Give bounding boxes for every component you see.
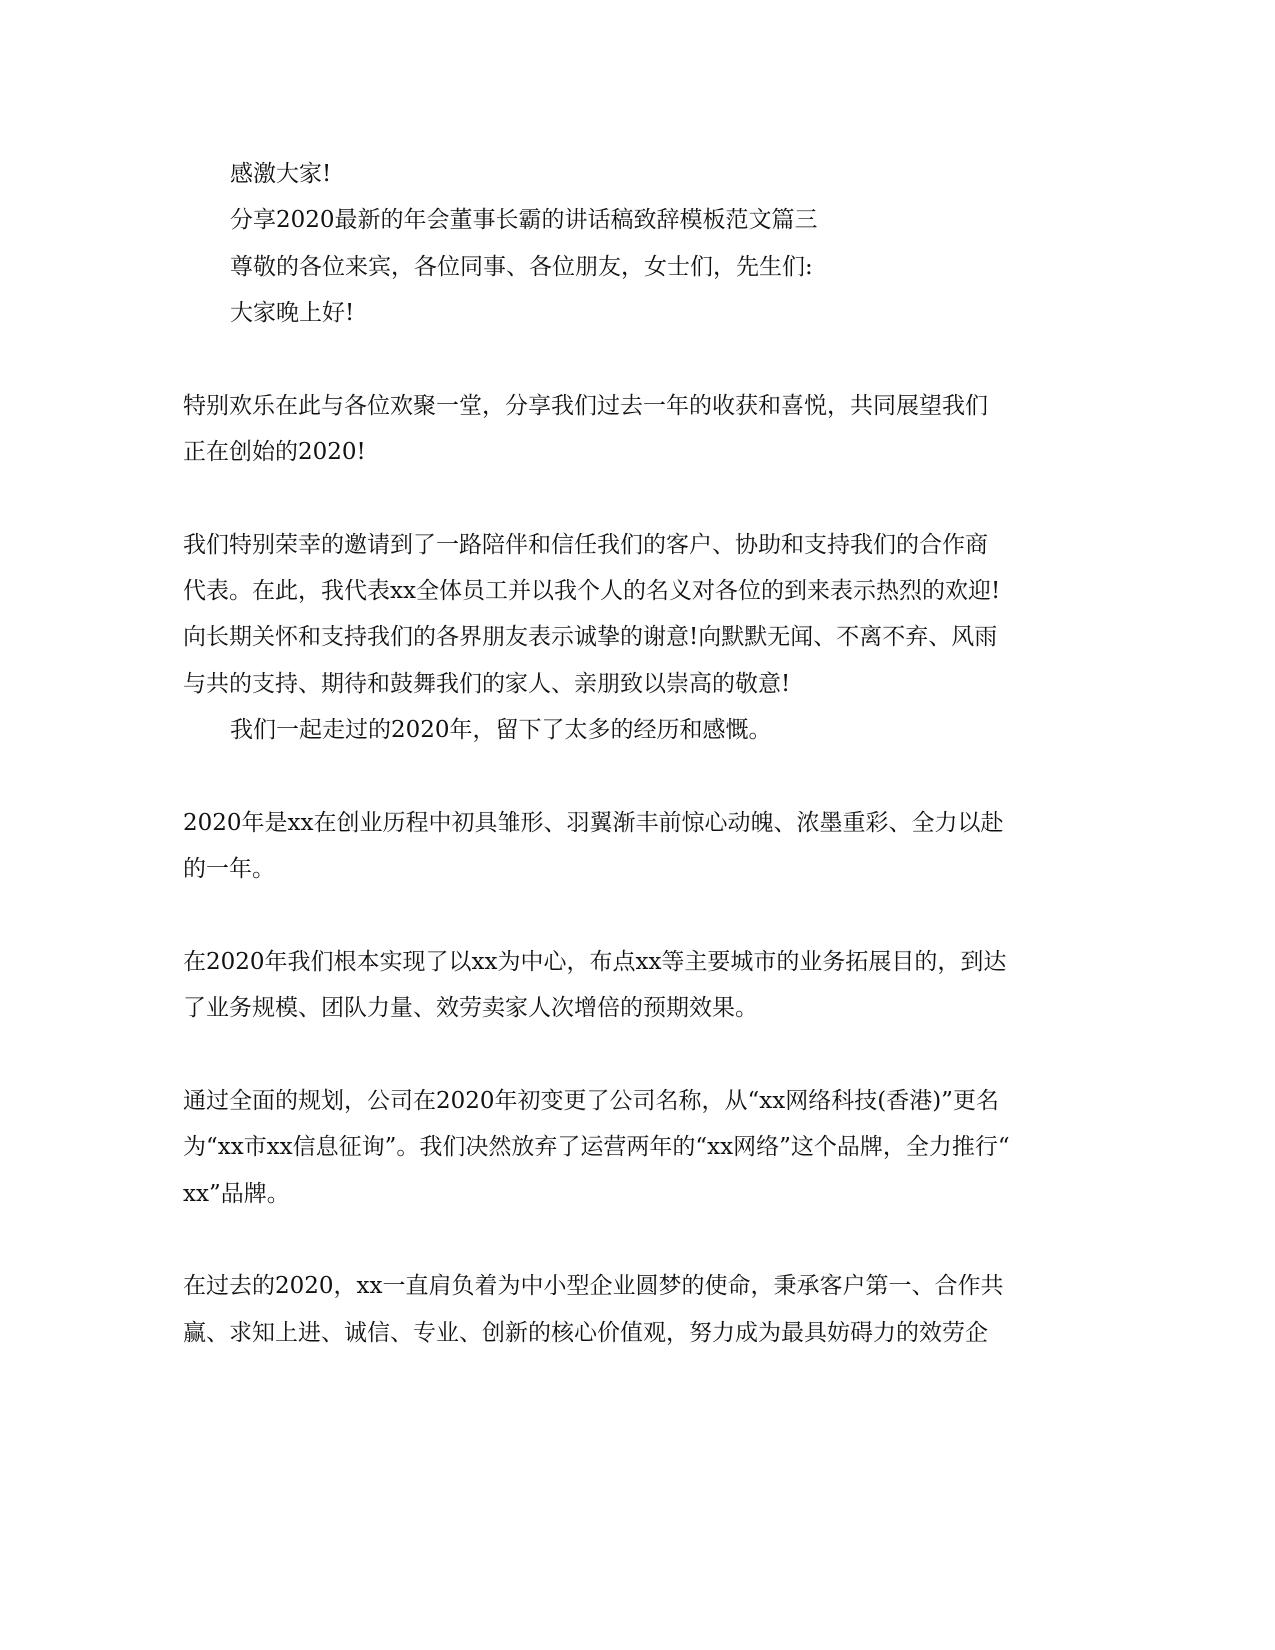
text-line-6: 正在创始的2020! xyxy=(183,439,366,465)
text-line-20: 赢、求知上进、诚信、专业、创新的核心价值观，努力成为最具妨碍力的效劳企 xyxy=(183,1320,988,1346)
text-line-19: 在过去的2020，xx一直肩负着为中小型企业圆梦的使命，秉承客户第一、合作共 xyxy=(183,1273,1004,1299)
text-line-4: 大家晚上好! xyxy=(230,300,355,326)
text-line-16: 通过全面的规划，公司在2020年初变更了公司名称，从“xx网络科技(香港)”更名 xyxy=(183,1088,999,1114)
text-line-8: 代表。在此，我代表xx全体员工并以我个人的名义对各位的到来表示热烈的欢迎! xyxy=(183,578,1001,604)
text-line-7: 我们特别荣幸的邀请到了一路陪伴和信任我们的客户、协助和支持我们的合作商 xyxy=(183,532,988,558)
text-line-12: 2020年是xx在创业历程中初具雏形、羽翼渐丰前惊心动魄、浓墨重彩、全力以赴 xyxy=(183,810,1004,836)
text-line-3: 尊敬的各位来宾，各位同事、各位朋友，女士们，先生们: xyxy=(230,254,813,280)
text-line-11: 我们一起走过的2020年，留下了太多的经历和感慨。 xyxy=(230,717,772,743)
text-line-18: xx”品牌。 xyxy=(183,1181,290,1207)
text-line-15: 了业务规模、团队力量、效劳卖家人次增倍的预期效果。 xyxy=(183,995,758,1021)
text-line-2: 分享2020最新的年会董事长霸的讲话稿致辞模板范文篇三 xyxy=(230,207,818,233)
text-line-9: 向长期关怀和支持我们的各界朋友表示诚挚的谢意!向默默无闻、不离不弃、风雨 xyxy=(183,624,998,650)
text-line-13: 的一年。 xyxy=(183,856,275,882)
text-line-1: 感激大家! xyxy=(230,161,332,187)
text-line-14: 在2020年我们根本实现了以xx为中心，布点xx等主要城市的业务拓展目的，到达 xyxy=(183,949,1007,975)
text-line-10: 与共的支持、期待和鼓舞我们的家人、亲朋致以崇高的敬意! xyxy=(183,671,791,697)
text-line-17: 为“xx市xx信息征询”。我们决然放弃了运营两年的“xx网络”这个品牌，全力推行“ xyxy=(183,1134,1010,1160)
text-line-5: 特别欢乐在此与各位欢聚一堂，分享我们过去一年的收获和喜悦，共同展望我们 xyxy=(183,393,988,419)
